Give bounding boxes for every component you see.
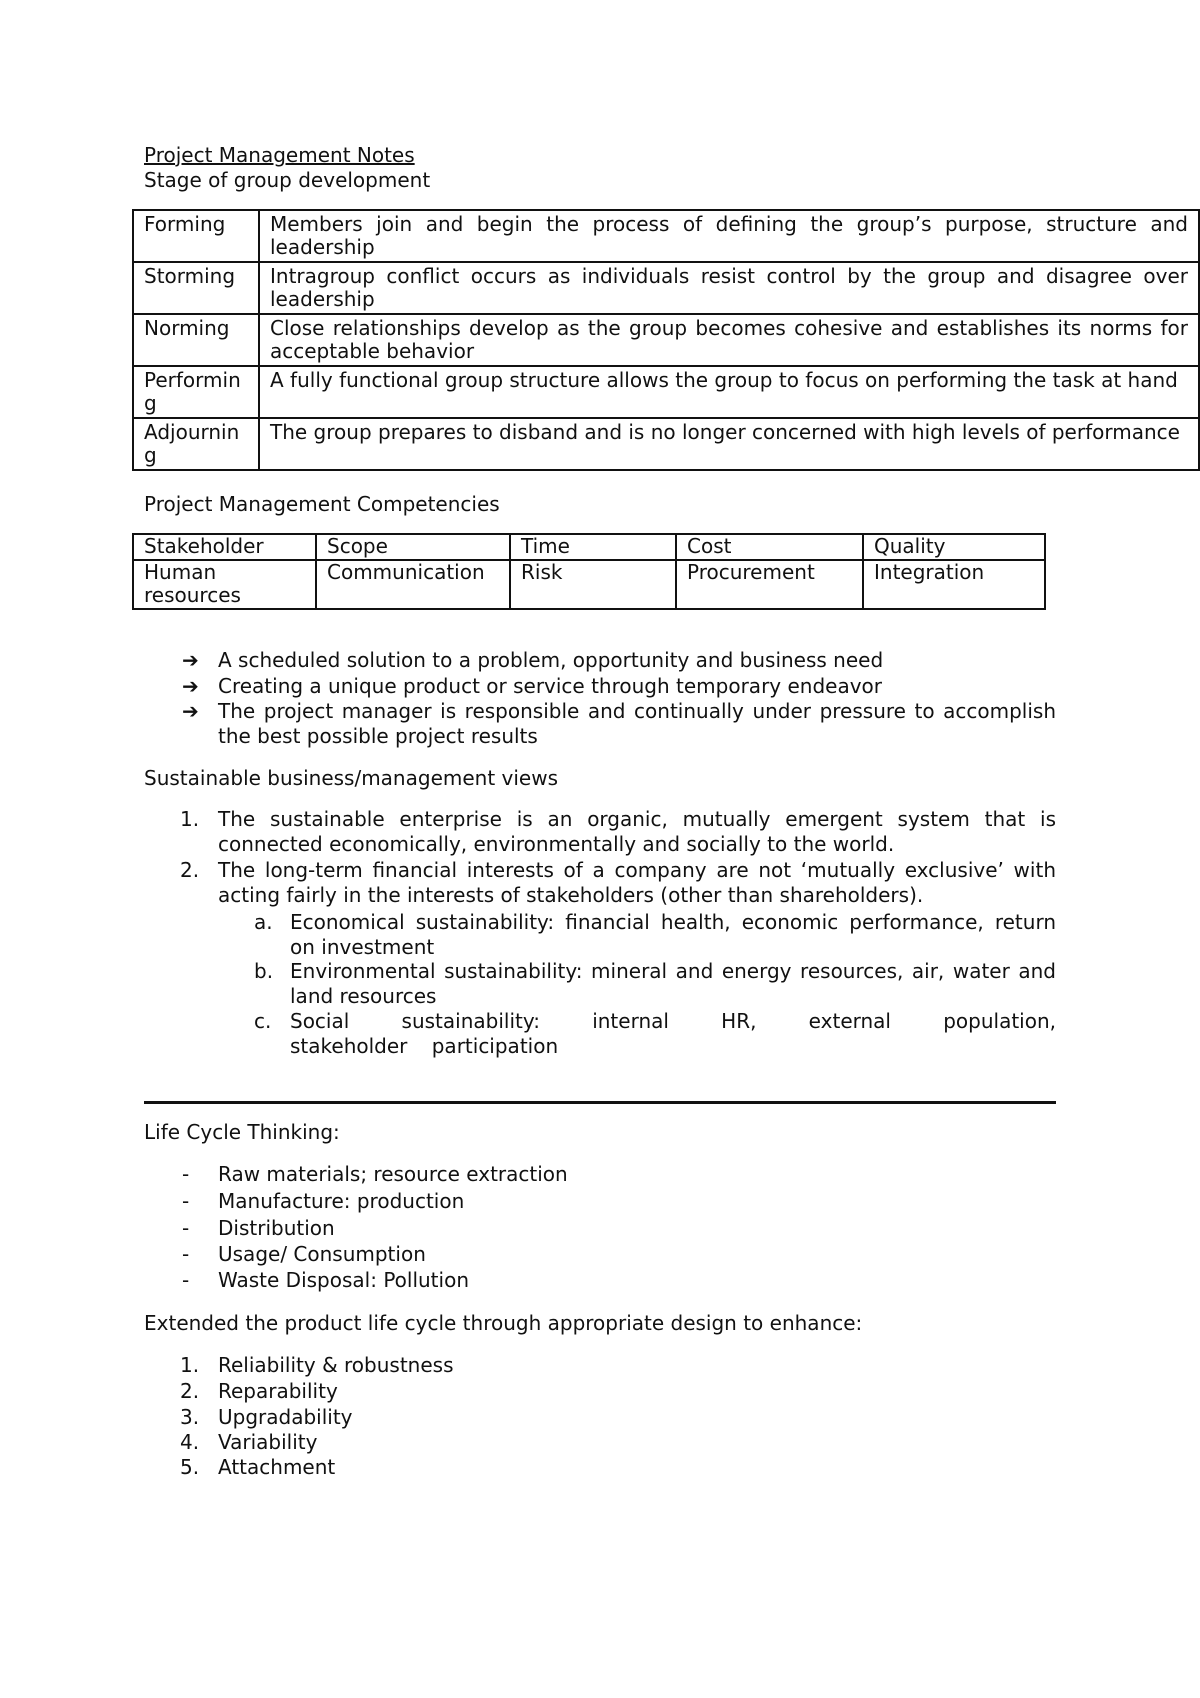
competency-cell: Risk [510, 560, 676, 609]
list-letter: c. [254, 1009, 272, 1033]
competency-cell: Communication [316, 560, 510, 609]
stage-name: Forming [133, 210, 259, 262]
competency-cell: Stakeholder [133, 534, 316, 560]
competency-cell: Integration [863, 560, 1045, 609]
dash-bullet: - [182, 1162, 190, 1186]
list-number: 3. [180, 1405, 200, 1429]
table-row [133, 210, 1199, 262]
stage-description: A fully functional group structure allows the group to focus on performing the task at hand [259, 366, 1199, 418]
table-row [133, 560, 1045, 609]
sustainable-heading: Sustainable business/management views [144, 766, 559, 790]
list-item: Attachment [218, 1455, 336, 1479]
list-item [182, 648, 199, 673]
stage-name: Storming [133, 262, 259, 314]
competency-cell: Time [510, 534, 676, 560]
stage-description: Intragroup conflict occurs as individuals resist control by the group and disagree over leadership [259, 262, 1199, 314]
table-row [133, 262, 1199, 314]
list-item: Variability [218, 1430, 318, 1454]
competencies-heading: Project Management Competencies [144, 492, 500, 516]
competencies-table [132, 533, 1046, 610]
dash-bullet: - [182, 1268, 190, 1292]
list-item: The sustainable enterprise is an organic, mutually emergent system that is connected economically, environmentally and socially to the world. [218, 807, 1056, 856]
dash-bullet: - [182, 1216, 190, 1240]
list-letter: a. [254, 910, 273, 934]
arrow-bullet-text: A scheduled solution to a problem, opportunity and business need [218, 648, 884, 672]
stage-description: The group prepares to disband and is no longer concerned with high levels of performance [259, 418, 1199, 470]
stage-name: Performing [133, 366, 259, 418]
competency-text: Human resources [144, 560, 241, 607]
horizontal-rule [144, 1101, 1056, 1104]
list-letter: b. [254, 959, 274, 983]
competency-cell: Quality [863, 534, 1045, 560]
doc-title: Project Management Notes [144, 143, 415, 167]
arrow-bullet-icon: ➔ [182, 674, 199, 698]
list-item: Environmental sustainability: mineral and energy resources, air, water and land resources [290, 959, 1056, 1008]
arrow-bullet-icon: ➔ [182, 699, 199, 723]
list-number: 1. [180, 807, 200, 831]
competency-cell: Cost [676, 534, 863, 560]
list-item: Usage/ Consumption [218, 1242, 426, 1266]
arrow-bullet-icon: ➔ [182, 648, 199, 672]
stages-heading: Stage of group development [144, 168, 431, 192]
group-development-table [132, 209, 1200, 471]
competency-cell: Scope [316, 534, 510, 560]
stage-name: Norming [133, 314, 259, 366]
lifecycle-heading: Life Cycle Thinking: [144, 1120, 340, 1144]
list-number: 5. [180, 1455, 200, 1479]
list-item: Social sustainability: internal HR, external population, stakeholder participation [290, 1009, 1056, 1058]
stage-description: Members join and begin the process of defining the group’s purpose, structure and leadership [259, 210, 1199, 262]
list-item: Economical sustainability: financial health, economic performance, return on investment [290, 910, 1056, 959]
list-item: Reparability [218, 1379, 338, 1403]
list-item: Distribution [218, 1216, 335, 1240]
table-row [133, 534, 1045, 560]
competency-cell: Procurement [676, 560, 863, 609]
list-number: 2. [180, 858, 200, 882]
list-item: Upgradability [218, 1405, 353, 1429]
list-item: Waste Disposal: Pollution [218, 1268, 469, 1292]
arrow-bullet-text: Creating a unique product or service through temporary endeavor [218, 674, 883, 698]
table-row [133, 314, 1199, 366]
dash-bullet: - [182, 1189, 190, 1213]
list-item: Manufacture: production [218, 1189, 465, 1213]
stage-name: Adjourning [133, 418, 259, 470]
list-number: 4. [180, 1430, 200, 1454]
stage-description: Close relationships develop as the group becomes cohesive and establishes its norms for acceptable behavior [259, 314, 1199, 366]
competency-cell [133, 560, 316, 609]
list-item: Reliability & robustness [218, 1353, 454, 1377]
dash-bullet: - [182, 1242, 190, 1266]
extended-heading: Extended the product life cycle through appropriate design to enhance: [144, 1311, 863, 1335]
list-number: 1. [180, 1353, 200, 1377]
table-row [133, 418, 1199, 470]
arrow-bullet-text: The project manager is responsible and continually under pressure to accomplish the best possible project results [218, 699, 1056, 748]
list-item: The long-term financial interests of a company are not ‘mutually exclusive’ with acting fairly in the interests of stakeholders (other than shareholders). [218, 858, 1056, 907]
list-item: Raw materials; resource extraction [218, 1162, 568, 1186]
table-row [133, 366, 1199, 418]
list-number: 2. [180, 1379, 200, 1403]
list-item [182, 699, 199, 724]
list-item [182, 674, 199, 699]
